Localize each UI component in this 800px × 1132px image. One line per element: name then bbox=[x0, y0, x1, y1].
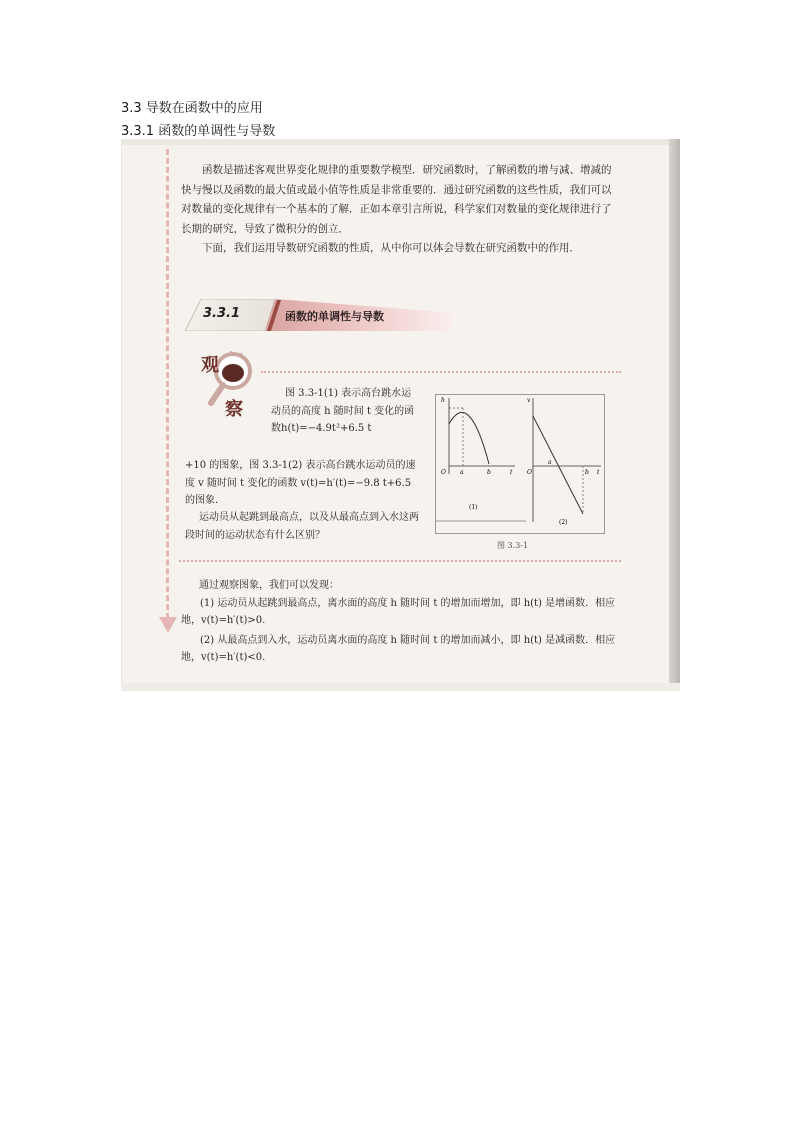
point-a-label-1: a bbox=[460, 469, 464, 476]
observe-question: 运动员从起跳到最高点，以及从最高点到入水这两段时间的运动状态有什么区别？ bbox=[185, 512, 419, 541]
dotted-divider-top bbox=[261, 371, 621, 373]
intro-paragraph-2: 下面，我们运用导数研究函数的性质，从中你可以体会导数在研究函数中的作用． bbox=[202, 242, 580, 254]
point-b-label-2: b bbox=[585, 469, 589, 476]
point-a-label-2: a bbox=[548, 459, 552, 466]
figure-caption: 图 3.3-1 bbox=[497, 541, 529, 550]
intro-paragraph-1: 函数是描述客观世界变化规律的重要数学模型．研究函数时，了解函数的增与减、增减的快与慢以及函数的最大值或最小值等性质是非常重要的．通过研究函数的这些性质，我们可以对数量的变化规律有一个基本的了解．正如本章引言所说，科学家们对数量的变化规律进行了长期的研究，导致了微积分的创立． bbox=[181, 164, 612, 235]
subsection-heading: 3.3.1 函数的单调性与导数 bbox=[121, 124, 276, 139]
figure-graphs bbox=[435, 394, 605, 537]
textbook-page-image bbox=[121, 139, 680, 691]
axis-t-label-2: t bbox=[597, 469, 600, 476]
page-right-shadow bbox=[669, 139, 680, 691]
observe-char-2: 察 bbox=[225, 399, 243, 420]
observe-char-1: 观 bbox=[201, 355, 219, 376]
section-heading: 3.3 导数在函数中的应用 bbox=[121, 101, 263, 116]
banner-number: 3.3.1 bbox=[203, 306, 241, 321]
axis-h-label: h bbox=[441, 397, 445, 404]
section-banner bbox=[185, 299, 457, 331]
point-b-label-1: b bbox=[487, 469, 491, 476]
origin-label-2: O bbox=[527, 469, 532, 476]
axis-v-label: v bbox=[527, 397, 531, 404]
margin-dashed-line bbox=[166, 149, 169, 619]
graph1-label: (1) bbox=[469, 504, 478, 511]
conclusion-intro: 通过观察图象，我们可以发现： bbox=[199, 580, 339, 591]
origin-label-1: O bbox=[441, 469, 446, 476]
observe-badge bbox=[187, 351, 267, 421]
observe-text-2: +10 的图象，图 3.3-1(2) 表示高台跳水运动员的速度 v 随时间 t 变化的函数 v(t)=h′(t)=−9.8 t+6.5 的图象． bbox=[185, 460, 416, 506]
conclusion-2: (2) 从最高点到入水，运动员离水面的高度 h 随时间 t 的增加而减小，即 h(t) 是减函数．相应地，v(t)=h′(t)<0. bbox=[181, 635, 616, 663]
figure-svg bbox=[435, 394, 605, 537]
margin-arrow-icon bbox=[159, 617, 177, 633]
page-top-shadow bbox=[121, 139, 680, 145]
conclusion-1: (1) 运动员从起跳到最高点，离水面的高度 h 随时间 t 的增加而增加，即 h(t) 是增函数．相应地，v(t)=h′(t)>0. bbox=[181, 598, 616, 626]
dotted-divider-bottom bbox=[179, 560, 621, 562]
page-bottom-edge bbox=[121, 683, 680, 691]
axis-t-label-1: t bbox=[510, 469, 513, 476]
banner-title: 函数的单调性与导数 bbox=[285, 310, 384, 323]
observe-text-1: 图 3.3-1(1) 表示高台跳水运动员的高度 h 随时间 t 变化的函数h(t)=−4.9t²+6.5 t bbox=[271, 388, 415, 434]
graph2-label: (2) bbox=[559, 519, 568, 526]
